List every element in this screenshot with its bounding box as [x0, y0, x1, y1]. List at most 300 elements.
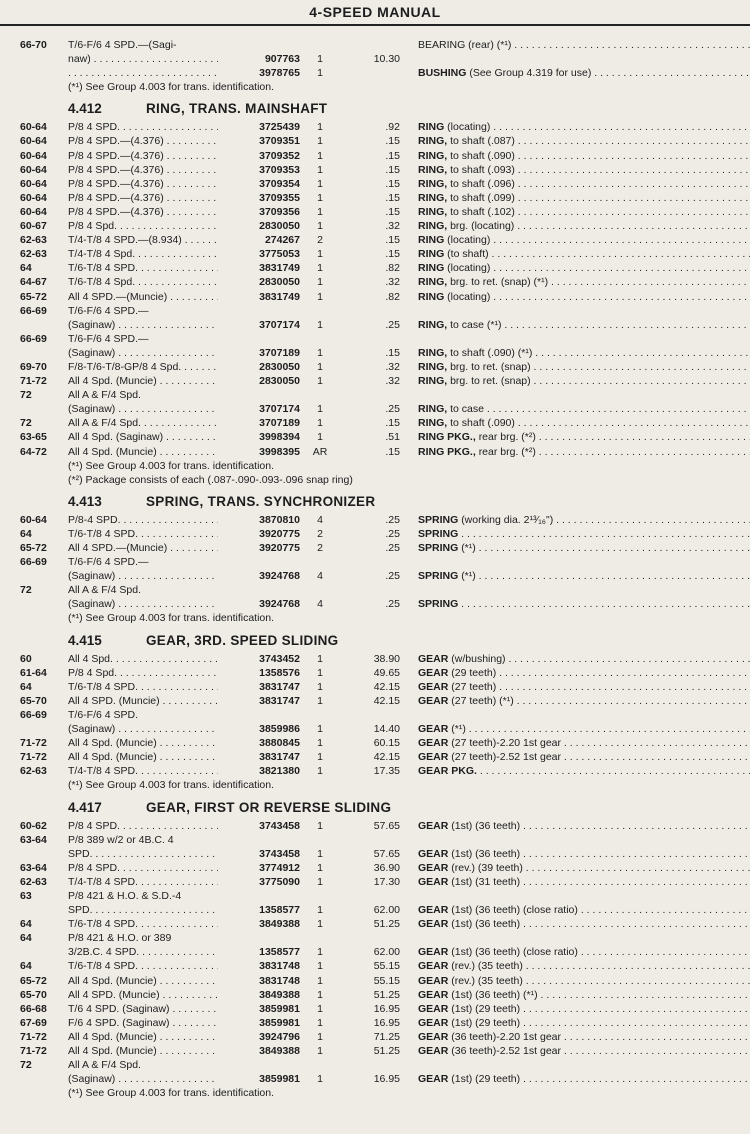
- part-name-bold: RING,: [418, 205, 448, 218]
- model-years: 64: [20, 960, 32, 973]
- model-years: 72: [20, 584, 32, 597]
- part-name-bold: GEAR: [418, 1002, 449, 1015]
- model-years: 66-69: [20, 304, 47, 317]
- footnote: (*¹) See Group 4.003 for trans. identification.: [68, 779, 275, 792]
- part-name-bold: RING PKG.,: [418, 445, 476, 458]
- price: .15: [385, 149, 400, 162]
- part-name-detail: (1st) (36 teeth): [451, 847, 521, 860]
- model-years: 60-64: [20, 135, 47, 148]
- model-years: 72: [20, 1059, 32, 1072]
- footnote: (*²) Package consists of each (.087-.090-.093-.096 snap ring): [68, 473, 353, 486]
- part-name-bold: RING: [418, 290, 445, 303]
- quantity: 1: [317, 1002, 323, 1015]
- model-years: 63-65: [20, 431, 47, 444]
- part-name-bold: RING,: [418, 318, 448, 331]
- model-years: 63-64: [20, 861, 47, 874]
- application-desc: P/8 4 SPD.—(4.376) . . .: [68, 134, 260, 148]
- part-number: 3859981: [218, 1072, 300, 1086]
- part-row: [0, 38, 750, 52]
- part-name-bold: RING,: [418, 220, 448, 233]
- quantity: 1: [317, 765, 323, 778]
- application-desc: T/4-T/8 4 SPD.—(8.934) . . .: [68, 233, 260, 247]
- application-desc: T/6-T/8 4 SPD. . . .: [68, 917, 260, 931]
- price: 10.30: [373, 53, 400, 66]
- model-years: 71-72: [20, 751, 47, 764]
- application-desc: All 4 Spd. (Muncie) . . .: [68, 445, 260, 459]
- part-name-bold: SPRING: [418, 598, 459, 611]
- part-number: 3707189: [218, 416, 300, 430]
- quantity: 2: [317, 542, 323, 554]
- quantity: 1: [317, 904, 323, 917]
- part-name: [418, 569, 750, 583]
- part-number: 3880845: [218, 736, 300, 750]
- application-desc: SPD. . . .: [68, 903, 260, 917]
- price: 71.25: [373, 1030, 400, 1043]
- part-name-bold: RING,: [418, 360, 448, 373]
- application-desc: 3/2B.C. 4 SPD. . . .: [68, 945, 260, 959]
- part-name-detail: (*¹): [451, 723, 466, 736]
- part-row: [0, 247, 750, 261]
- price: .82: [385, 290, 400, 303]
- application-desc: P/8 4 SPD. . . .: [68, 819, 260, 833]
- part-row: [0, 988, 750, 1002]
- quantity: 2: [317, 527, 323, 540]
- quantity: 1: [317, 946, 323, 959]
- model-years: 66-70: [20, 39, 47, 51]
- part-name-detail: (1st) (29 teeth): [451, 1073, 521, 1086]
- part-name-bold: RING,: [418, 191, 448, 204]
- model-years: 60: [20, 652, 32, 665]
- quantity: 1: [317, 417, 323, 430]
- price: 51.25: [373, 1045, 400, 1057]
- part-number: 3709354: [218, 177, 300, 191]
- part-name-detail: (36 teeth)-2.20 1st gear: [451, 1030, 561, 1043]
- part-row: [0, 708, 750, 722]
- application-desc: P/8 4 SPD.—(4.376) . . .: [68, 177, 260, 191]
- part-name: [418, 847, 750, 861]
- part-name: [418, 38, 750, 52]
- part-number: 3831747: [218, 750, 300, 764]
- part-row: [0, 597, 750, 611]
- part-row: [0, 569, 750, 583]
- part-number: 3743458: [218, 847, 300, 861]
- application-desc: T/6-F/6 4 SPD.—: [68, 304, 149, 317]
- price: 57.65: [373, 819, 400, 832]
- part-number: 3725439: [218, 120, 300, 134]
- part-name: [418, 694, 750, 708]
- quantity: 1: [317, 723, 323, 736]
- quantity: 1: [317, 751, 323, 764]
- quantity: 1: [317, 360, 323, 373]
- part-row: [0, 205, 750, 219]
- section-heading: [0, 98, 750, 120]
- price: .25: [385, 527, 400, 540]
- part-name: [418, 430, 750, 444]
- part-name: [418, 764, 750, 778]
- application-desc: SPD. . . .: [68, 847, 260, 861]
- price: 51.25: [373, 988, 400, 1001]
- part-number: 3743452: [218, 652, 300, 666]
- part-name-bold: RING,: [418, 403, 448, 416]
- application-desc: (Saginaw) . . .: [68, 722, 260, 736]
- title-divider: [0, 24, 750, 26]
- quantity: 1: [317, 53, 323, 66]
- model-years: 62-63: [20, 875, 47, 888]
- price: .32: [385, 360, 400, 373]
- part-number: 3709356: [218, 205, 300, 219]
- part-name-bold: RING,: [418, 346, 448, 359]
- application-desc: All A & F/4 Spd.: [68, 389, 141, 402]
- part-row: [0, 430, 750, 444]
- section-number: 4.417: [68, 799, 102, 815]
- quantity: 1: [317, 1073, 323, 1086]
- part-name: [418, 988, 750, 1002]
- quantity: 1: [317, 177, 323, 190]
- quantity: 1: [317, 375, 323, 388]
- part-name-bold: RING,: [418, 177, 448, 190]
- price: 17.35: [373, 765, 400, 778]
- part-number: 1358577: [218, 903, 300, 917]
- part-name-detail: brg. to ret. (snap): [450, 360, 531, 373]
- application-desc: All 4 Spd. (Muncie) . . .: [68, 974, 260, 988]
- section-number: 4.412: [68, 101, 102, 117]
- part-name-bold: RING,: [418, 417, 448, 430]
- part-name-bold: GEAR: [418, 1016, 449, 1029]
- price: .15: [385, 248, 400, 261]
- price: .15: [385, 135, 400, 148]
- part-name-bold: GEAR PKG.: [418, 765, 477, 778]
- quantity: 1: [317, 163, 323, 176]
- part-number: 3831747: [218, 694, 300, 708]
- part-name: [418, 819, 750, 833]
- part-row: [0, 694, 750, 708]
- part-number: 3924768: [218, 597, 300, 611]
- part-name: [418, 597, 750, 611]
- quantity: 1: [317, 875, 323, 888]
- application-desc: All 4 SPD.—(Muncie) . . .: [68, 290, 260, 304]
- part-name-detail: (27 teeth)-2.20 1st gear: [451, 737, 561, 750]
- application-desc: All 4 Spd. . . .: [68, 652, 260, 666]
- part-number: 3924768: [218, 569, 300, 583]
- part-number: 3831749: [218, 261, 300, 275]
- part-row: [0, 819, 750, 833]
- part-name-detail: (1st) (36 teeth) (close ratio): [451, 946, 578, 959]
- part-row: [0, 120, 750, 134]
- price: .15: [385, 417, 400, 430]
- part-name-detail: (1st) (36 teeth) (close ratio): [451, 904, 578, 917]
- price: 55.15: [373, 974, 400, 987]
- application-desc: T/6-T/8 4 SPD. . . .: [68, 959, 260, 973]
- part-row: [0, 149, 750, 163]
- part-name-detail: (See Group 4.319 for use): [469, 67, 592, 80]
- part-name-detail: (27 teeth)-2.52 1st gear: [451, 751, 561, 764]
- part-name-bold: GEAR: [418, 875, 449, 888]
- part-name-detail: (rev.) (39 teeth): [451, 861, 523, 874]
- part-name-bold: GEAR: [418, 1030, 449, 1043]
- part-name-detail: (27 teeth): [451, 680, 497, 693]
- part-name-bold: RING PKG.,: [418, 431, 476, 444]
- model-years: 66-69: [20, 332, 47, 345]
- part-row: [0, 666, 750, 680]
- page-title: 4-SPEED MANUAL: [309, 4, 441, 20]
- part-row: [0, 555, 750, 569]
- application-desc: T/4-T/8 4 SPD. . . .: [68, 875, 260, 889]
- price: .25: [385, 403, 400, 416]
- part-row: [0, 360, 750, 374]
- quantity: 1: [317, 960, 323, 973]
- part-row: [0, 736, 750, 750]
- part-row: [0, 134, 750, 148]
- part-name-bold: GEAR: [418, 694, 449, 707]
- part-name-bold: BUSHING: [418, 67, 467, 80]
- part-number: 3831748: [218, 959, 300, 973]
- part-name-detail: to case: [450, 403, 484, 416]
- part-row: [0, 931, 750, 945]
- part-name-bold: GEAR: [418, 666, 449, 679]
- part-number: 3998394: [218, 430, 300, 444]
- part-name-detail: to shaft (.090): [450, 149, 515, 162]
- part-name-bold: RING,: [418, 163, 448, 176]
- application-desc: All A & F/4 Spd. . . .: [68, 416, 260, 430]
- model-years: 71-72: [20, 1045, 47, 1057]
- part-number: 3859981: [218, 1002, 300, 1016]
- part-name-bold: GEAR: [418, 974, 449, 987]
- application-desc: F/6 4 SPD. (Saginaw) . . .: [68, 1016, 260, 1030]
- quantity: 1: [317, 737, 323, 750]
- application-desc: P/8 4 Spd. . . .: [68, 666, 260, 680]
- part-name-detail: to shaft (.090) (*¹): [450, 346, 533, 359]
- application-desc: (Saginaw) . . .: [68, 402, 260, 416]
- part-name: [418, 861, 750, 875]
- part-name-bold: GEAR: [418, 847, 449, 860]
- section-heading: [0, 491, 750, 513]
- application-desc: naw) . . .: [68, 52, 260, 66]
- quantity: 1: [317, 680, 323, 693]
- application-desc: T/4-T/8 4 Spd. . . .: [68, 247, 260, 261]
- application-desc: P/8 421 & H.O. & S.D.-4: [68, 889, 182, 902]
- model-years: 64: [20, 527, 32, 540]
- model-years: 62-63: [20, 248, 47, 261]
- price: .25: [385, 570, 400, 583]
- quantity: 1: [317, 819, 323, 832]
- application-desc: All 4 SPD. (Muncie) . . .: [68, 694, 260, 708]
- model-years: 60-67: [20, 220, 47, 233]
- part-name-bold: SPRING: [418, 513, 459, 526]
- part-name: [418, 219, 750, 233]
- part-number: 3709351: [218, 134, 300, 148]
- part-row: [0, 903, 750, 917]
- application-desc: (Saginaw) . . .: [68, 346, 260, 360]
- part-number: 274267: [218, 233, 300, 247]
- part-name: [418, 652, 750, 666]
- model-years: 65-70: [20, 988, 47, 1001]
- part-name: [418, 722, 750, 736]
- price: .82: [385, 262, 400, 275]
- part-row: [0, 847, 750, 861]
- section-heading: [0, 797, 750, 819]
- quantity: 1: [317, 403, 323, 416]
- model-years: 65-72: [20, 290, 47, 303]
- part-number: 2830050: [218, 360, 300, 374]
- price: 55.15: [373, 960, 400, 973]
- part-row: [0, 861, 750, 875]
- part-row: [0, 191, 750, 205]
- quantity: 1: [317, 220, 323, 233]
- model-years: 60-64: [20, 163, 47, 176]
- section-heading: [0, 630, 750, 652]
- part-name-detail: (*¹): [461, 570, 476, 583]
- part-row: [0, 219, 750, 233]
- price: 51.25: [373, 918, 400, 931]
- application-desc: All 4 SPD. (Muncie) . . .: [68, 988, 260, 1002]
- footnote: (*¹) See Group 4.003 for trans. identification.: [68, 459, 275, 472]
- price: .15: [385, 191, 400, 204]
- price: .15: [385, 205, 400, 218]
- part-row: [0, 889, 750, 903]
- part-name-detail: to shaft (.099): [450, 191, 515, 204]
- model-years: 65-72: [20, 974, 47, 987]
- part-name: [418, 750, 750, 764]
- model-years: 71-72: [20, 1030, 47, 1043]
- part-row: [0, 527, 750, 541]
- quantity: 1: [317, 346, 323, 359]
- part-name-bold: GEAR: [418, 737, 449, 750]
- application-desc: All 4 Spd. (Muncie) . . .: [68, 736, 260, 750]
- section-number: 4.413: [68, 493, 102, 509]
- part-name-bold: RING: [418, 248, 445, 261]
- model-years: 64: [20, 932, 32, 945]
- part-name: [418, 974, 750, 988]
- price: .15: [385, 445, 400, 458]
- part-number: 3709353: [218, 163, 300, 177]
- part-number: 3707174: [218, 318, 300, 332]
- part-name-bold: RING,: [418, 375, 448, 388]
- part-name: [418, 736, 750, 750]
- quantity: 1: [317, 205, 323, 218]
- model-years: 71-72: [20, 375, 47, 388]
- price: .32: [385, 375, 400, 388]
- part-name-detail: brg. (locating): [450, 220, 515, 233]
- quantity: 1: [317, 191, 323, 204]
- part-number: 1358577: [218, 945, 300, 959]
- part-row: [0, 875, 750, 889]
- price: 14.40: [373, 723, 400, 736]
- part-name-detail: BEARING (rear) (*¹): [418, 39, 512, 51]
- application-desc: All 4 Spd. (Muncie) . . .: [68, 374, 260, 388]
- part-name-detail: (*¹): [461, 542, 476, 554]
- model-years: 64: [20, 918, 32, 931]
- part-number: 3709352: [218, 149, 300, 163]
- part-name: [418, 1044, 750, 1058]
- price: .32: [385, 220, 400, 233]
- model-years: 72: [20, 417, 32, 430]
- price: .25: [385, 598, 400, 611]
- part-name: [418, 959, 750, 973]
- model-years: 60-62: [20, 819, 47, 832]
- part-name-bold: GEAR: [418, 1073, 449, 1086]
- part-name-detail: (rev.) (35 teeth): [451, 974, 523, 987]
- part-name-bold: SPRING: [418, 527, 459, 540]
- part-number: 907763: [218, 52, 300, 66]
- part-name-detail: (36 teeth)-2.52 1st gear: [451, 1045, 561, 1057]
- part-row: [0, 304, 750, 318]
- part-name-bold: GEAR: [418, 819, 449, 832]
- application-desc: All 4 SPD.—(Muncie) . . .: [68, 541, 260, 555]
- price: 17.30: [373, 875, 400, 888]
- part-row: [0, 1002, 750, 1016]
- part-name: [418, 318, 750, 332]
- application-desc: T/6-F/6 4 SPD.: [68, 708, 139, 721]
- part-number: 3774912: [218, 861, 300, 875]
- model-years: 72: [20, 389, 32, 402]
- section-title: GEAR, 3RD. SPEED SLIDING: [146, 632, 339, 648]
- section-number: 4.415: [68, 632, 102, 648]
- application-desc: T/6-T/8 4 SPD. . . .: [68, 261, 260, 275]
- part-name-detail: (29 teeth): [451, 666, 497, 679]
- part-row: [0, 163, 750, 177]
- part-row: [0, 318, 750, 332]
- part-number: 3859986: [218, 722, 300, 736]
- price: 38.90: [373, 652, 400, 665]
- part-name: [418, 875, 750, 889]
- quantity: 1: [317, 276, 323, 289]
- part-name-detail: to shaft (.102): [450, 205, 515, 218]
- part-row: [0, 233, 750, 247]
- part-name-bold: GEAR: [418, 723, 449, 736]
- part-name-detail: (locating): [447, 262, 491, 275]
- part-name-bold: GEAR: [418, 751, 449, 764]
- part-name-detail: (locating): [447, 121, 491, 134]
- application-desc: T/6-T/8 4 SPD. . . .: [68, 527, 260, 541]
- part-name-detail: rear brg. (*²): [478, 445, 536, 458]
- quantity: AR: [312, 445, 328, 458]
- application-desc: T/6-F/6 4 SPD.—: [68, 332, 149, 345]
- application-desc: P/8 4 SPD. . . .: [68, 120, 260, 134]
- part-name-bold: GEAR: [418, 680, 449, 693]
- price: 42.15: [373, 751, 400, 764]
- part-name-bold: RING: [418, 121, 445, 134]
- application-desc: (Saginaw) . . .: [68, 1072, 260, 1086]
- part-name-detail: to shaft (.087): [450, 135, 515, 148]
- part-name: [418, 290, 750, 304]
- part-number: 2830050: [218, 374, 300, 388]
- part-row: [0, 52, 750, 66]
- application-desc: All A & F/4 Spd.: [68, 584, 141, 597]
- section-title: SPRING, TRANS. SYNCHRONIZER: [146, 493, 376, 509]
- part-number: 3920775: [218, 527, 300, 541]
- part-name: [418, 1072, 750, 1086]
- part-number: 3709355: [218, 191, 300, 205]
- price: 16.95: [373, 1002, 400, 1015]
- model-years: 65-70: [20, 694, 47, 707]
- model-years: 66-69: [20, 708, 47, 721]
- price: 36.90: [373, 861, 400, 874]
- part-name: [418, 120, 750, 134]
- part-name: [418, 445, 750, 459]
- section-title: GEAR, FIRST OR REVERSE SLIDING: [146, 799, 392, 815]
- part-row: [0, 1016, 750, 1030]
- model-years: 66-68: [20, 1002, 47, 1015]
- part-row: [0, 374, 750, 388]
- part-name: [418, 149, 750, 163]
- application-desc: T/6-T/8 4 SPD. . . .: [68, 680, 260, 694]
- part-name: [418, 177, 750, 191]
- quantity: 1: [317, 318, 323, 331]
- part-row: [0, 513, 750, 527]
- part-name: [418, 233, 750, 247]
- part-name-detail: rear brg. (*²): [478, 431, 536, 444]
- part-name: [418, 360, 750, 374]
